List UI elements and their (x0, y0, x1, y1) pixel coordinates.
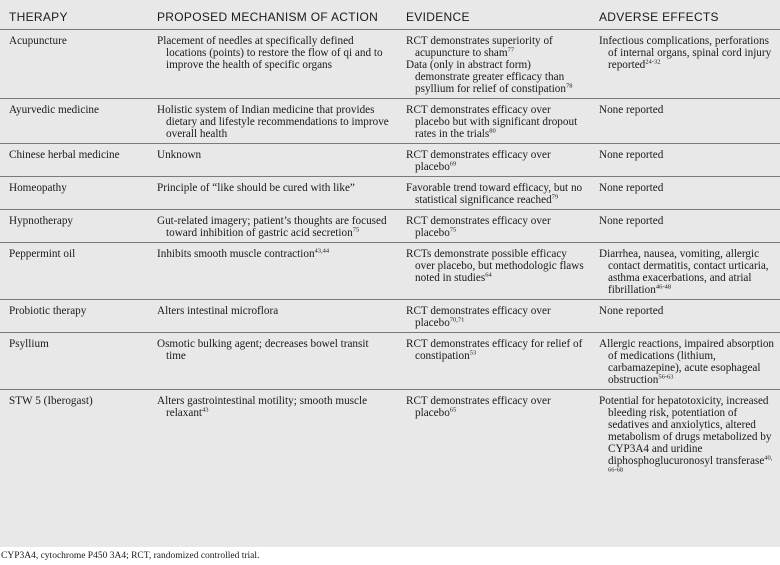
cell-therapy (0, 177, 148, 210)
therapy-name: Psyllium (9, 338, 49, 350)
cell-mechanism (148, 243, 397, 300)
adverse-citation: 46-48 (655, 283, 672, 291)
mechanism-body: Principle of “like should be cured with like” (157, 182, 355, 194)
evidence-item (406, 338, 584, 362)
therapy-name: Chinese herbal medicine (9, 149, 120, 161)
therapy-name: Hypnotherapy (9, 215, 74, 227)
therapy-name: Homeopathy (9, 182, 67, 194)
mechanism-text (157, 305, 391, 317)
adverse-text (599, 338, 774, 386)
table-row (0, 243, 780, 300)
evidence-text: Data (only in abstract form) demonstrate greater efficacy than psyllium for relief of constipation (406, 59, 566, 95)
mechanism-body: Placement of needles at specifically defined locations (points) to restore the flow of qi and to improve the health of specific organs (157, 35, 383, 71)
mechanism-body: Osmotic bulking agent; decreases bowel transit time (157, 338, 369, 362)
evidence-item (406, 215, 584, 239)
cell-evidence (397, 177, 590, 210)
adverse-text (599, 248, 774, 296)
cell-mechanism (148, 210, 397, 243)
header-adverse-effects: ADVERSE EFFECTS (590, 0, 780, 30)
table-body (0, 30, 780, 483)
cell-evidence (397, 333, 590, 390)
cell-evidence (397, 30, 590, 99)
header-mechanism: PROPOSED MECHANISM OF ACTION (148, 0, 397, 30)
cell-therapy (0, 300, 148, 333)
adverse-body: None reported (599, 182, 664, 194)
table-row (0, 210, 780, 243)
evidence-citation: 78 (566, 82, 573, 90)
evidence-citation: 53 (469, 349, 477, 357)
mechanism-text (157, 104, 391, 140)
cell-therapy (0, 144, 148, 177)
cell-mechanism (148, 144, 397, 177)
mechanism-text (157, 338, 391, 362)
cell-evidence (397, 144, 590, 177)
cell-mechanism (148, 333, 397, 390)
adverse-text (599, 182, 774, 194)
table-row (0, 177, 780, 210)
cell-therapy (0, 210, 148, 243)
table-footnote: CYP3A4, cytochrome P450 3A4; RCT, randomized controlled trial. (1, 551, 260, 561)
mechanism-text (157, 215, 391, 239)
cell-adverse-effects (590, 333, 780, 390)
adverse-body: Potential for hepatotoxicity, increased bleeding risk, potentiation of sedatives and anxiolytics, altered metabolism of drugs metabolized by CYP3A4 and uridine diphosphoglucuronosyl transferase (599, 395, 772, 467)
therapy-name: Peppermint oil (9, 248, 76, 260)
evidence-text: RCT demonstrates efficacy over placebo (406, 395, 551, 419)
mechanism-citation: 43 (202, 406, 209, 414)
evidence-citation: 69 (449, 160, 457, 168)
cell-mechanism (148, 300, 397, 333)
cell-mechanism (148, 390, 397, 483)
cell-evidence (397, 99, 590, 144)
evidence-text: RCT demonstrates superiority of acupuncture to sham (406, 35, 553, 59)
adverse-body: Infectious complications, perforations of internal organs, spinal cord injury reported (599, 35, 772, 71)
adverse-text (599, 149, 774, 161)
table-row (0, 333, 780, 390)
cell-evidence (397, 210, 590, 243)
cell-mechanism (148, 30, 397, 99)
mechanism-citation: 75 (352, 226, 360, 234)
cell-evidence (397, 243, 590, 300)
mechanism-citation: 43,44 (314, 247, 330, 255)
therapy-name: Ayurvedic medicine (9, 104, 99, 116)
evidence-citation: 79 (551, 193, 559, 201)
cell-adverse-effects (590, 243, 780, 300)
table-row (0, 300, 780, 333)
table-row (0, 30, 780, 99)
adverse-text (599, 35, 774, 71)
adverse-body: None reported (599, 149, 664, 161)
evidence-item (406, 305, 584, 329)
adverse-body: Diarrhea, nausea, vomiting, allergic contact dermatitis, contact urticaria, asthma exacerbations, and atrial fibrillation (599, 248, 769, 296)
evidence-item (406, 395, 584, 419)
evidence-item (406, 104, 584, 140)
adverse-text (599, 104, 774, 116)
mechanism-body: Alters intestinal microflora (157, 305, 279, 317)
evidence-citation: 77 (507, 46, 515, 54)
evidence-text: RCT demonstrates efficacy over placebo (406, 215, 551, 239)
adverse-body: Allergic reactions, impaired absorption of medications (lithium, carbamazepine), acute esophageal obstruction (599, 338, 775, 386)
adverse-text (599, 395, 774, 479)
therapy-name: Probiotic therapy (9, 305, 87, 317)
mechanism-text (157, 182, 391, 194)
adverse-citation: 24-32 (645, 58, 661, 66)
evidence-item (406, 35, 584, 59)
cell-mechanism (148, 99, 397, 144)
evidence-item (406, 182, 584, 206)
evidence-citation: 64 (485, 271, 492, 279)
table-row (0, 390, 780, 483)
mechanism-text (157, 35, 391, 71)
cell-therapy (0, 99, 148, 144)
table-row (0, 99, 780, 144)
cell-adverse-effects (590, 177, 780, 210)
cell-adverse-effects (590, 210, 780, 243)
therapy-name: STW 5 (Iberogast) (9, 395, 93, 407)
cell-mechanism (148, 177, 397, 210)
therapy-name: Acupuncture (9, 35, 67, 47)
cell-therapy (0, 243, 148, 300)
adverse-citation: 40, 66-68 (608, 454, 773, 474)
evidence-item (406, 59, 584, 95)
cell-adverse-effects (590, 390, 780, 483)
mechanism-body: Gut-related imagery; patient’s thoughts are focused toward inhibition of gastric acid secretion (157, 215, 387, 239)
adverse-body: None reported (599, 215, 664, 227)
cell-evidence (397, 300, 590, 333)
cell-adverse-effects (590, 99, 780, 144)
evidence-item (406, 248, 584, 284)
evidence-text: Favorable trend toward efficacy, but no statistical significance reached (406, 182, 583, 206)
cell-therapy (0, 390, 148, 483)
evidence-item (406, 149, 584, 173)
cell-adverse-effects (590, 144, 780, 177)
evidence-text: RCT demonstrates efficacy over placebo but with significant dropout rates in the trials (406, 104, 578, 140)
cell-evidence (397, 390, 590, 483)
evidence-citation: 80 (489, 127, 496, 135)
header-evidence: EVIDENCE (397, 0, 590, 30)
adverse-body: None reported (599, 305, 664, 317)
mechanism-body: Unknown (157, 149, 202, 161)
mechanism-text (157, 248, 391, 260)
table-header-row (0, 0, 780, 30)
adverse-text (599, 215, 774, 227)
adverse-text (599, 305, 774, 317)
mechanism-body: Inhibits smooth muscle contraction (157, 248, 315, 260)
evidence-citation: 75 (449, 226, 457, 234)
header-therapy: THERAPY (0, 0, 148, 30)
mechanism-text (157, 395, 391, 419)
mechanism-body: Alters gastrointestinal motility; smooth muscle relaxant (157, 395, 368, 419)
evidence-citation: 70,71 (449, 316, 465, 324)
evidence-text: RCT demonstrates efficacy over placebo (406, 149, 551, 173)
evidence-text: RCT demonstrates efficacy for relief of constipation (406, 338, 583, 362)
table-row (0, 144, 780, 177)
mechanism-text (157, 149, 391, 161)
mechanism-body: Holistic system of Indian medicine that provides dietary and lifestyle recommendations to improve overall health (157, 104, 389, 140)
cell-adverse-effects (590, 30, 780, 99)
adverse-body: None reported (599, 104, 664, 116)
cell-therapy (0, 333, 148, 390)
evidence-text: RCTs demonstrate possible efficacy over placebo, but methodologic flaws noted in studies (406, 248, 584, 284)
evidence-citation: 65 (449, 406, 457, 414)
cell-adverse-effects (590, 300, 780, 333)
adverse-citation: 56-63 (658, 373, 674, 381)
cell-therapy (0, 30, 148, 99)
evidence-text: RCT demonstrates efficacy over placebo (406, 305, 551, 329)
